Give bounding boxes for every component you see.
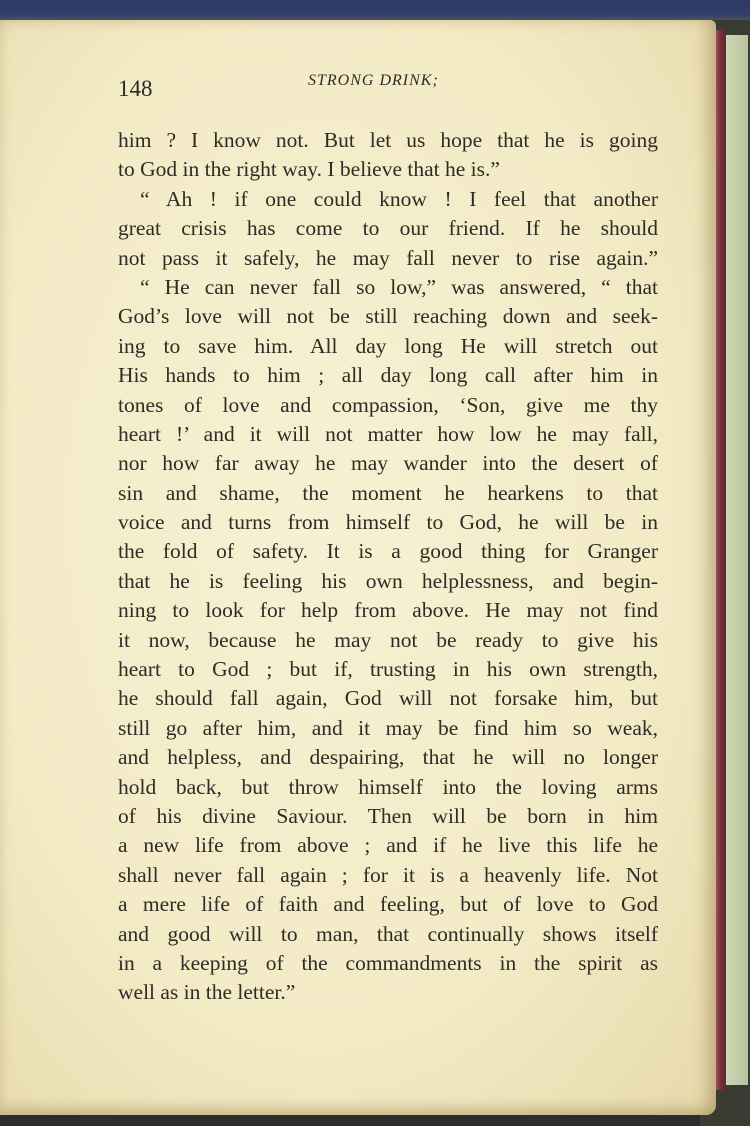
- book-cover-top-edge: [0, 0, 750, 22]
- text-line: the fold of safety. It is a good thing for Granger: [118, 539, 658, 564]
- page-header: [118, 72, 658, 102]
- text-line: God’s love will not be still reaching down and seek-: [118, 304, 658, 329]
- text-line: sin and shame, the moment he hearkens to that: [118, 480, 658, 505]
- text-line: that he is feeling his own helplessness, and begin-: [118, 568, 658, 593]
- text-line: voice and turns from himself to God, he will be in: [118, 510, 658, 535]
- text-line: he should fall again, God will not forsake him, but: [118, 686, 658, 711]
- book-edge-next-page: [726, 35, 748, 1085]
- text-line: His hands to him ; all day long call after him in: [118, 363, 658, 388]
- text-line: hold back, but throw himself into the loving arms: [118, 774, 658, 799]
- text-line: a new life from above ; and if he live this life he: [118, 833, 658, 858]
- text-line: “ He can never fall so low,” was answered, “ that: [140, 274, 658, 299]
- text-line: a mere life of faith and feeling, but of love to God: [118, 892, 658, 917]
- text-line: it now, because he may not be ready to give his: [118, 627, 658, 652]
- text-line: to God in the right way. I believe that he is.”: [118, 157, 500, 182]
- text-line: still go after him, and it may be find him so weak,: [118, 715, 658, 740]
- text-line: in a keeping of the commandments in the spirit as: [118, 950, 658, 975]
- text-line: heart to God ; but if, trusting in his own strength,: [118, 657, 658, 682]
- text-line: shall never fall again ; for it is a heavenly life. Not: [118, 862, 658, 887]
- text-line: “ Ah ! if one could know ! I feel that another: [140, 186, 658, 211]
- text-line: and helpless, and despairing, that he will no longer: [118, 745, 658, 770]
- body-text: [118, 126, 658, 1008]
- text-line: him ? I know not. But let us hope that he is going: [118, 128, 658, 152]
- text-line: and good will to man, that continually shows itself: [118, 921, 658, 946]
- text-line: ing to save him. All day long He will stretch out: [118, 333, 658, 358]
- text-line: great crisis has come to our friend. If he should: [118, 216, 658, 241]
- text-line: nor how far away he may wander into the desert of: [118, 451, 658, 476]
- running-title: STRONG DRINK;: [308, 72, 439, 89]
- text-line: ning to look for help from above. He may not find: [118, 598, 658, 623]
- text-line: tones of love and compassion, ‘Son, give me thy: [118, 392, 658, 417]
- text-line: of his divine Saviour. Then will be born in him: [118, 803, 658, 828]
- text-line: well as in the letter.”: [118, 980, 296, 1005]
- text-line: heart !’ and it will not matter how low he may fall,: [118, 421, 658, 446]
- text-line: not pass it safely, he may fall never to rise again.”: [118, 245, 658, 270]
- page-number: 148: [118, 76, 153, 101]
